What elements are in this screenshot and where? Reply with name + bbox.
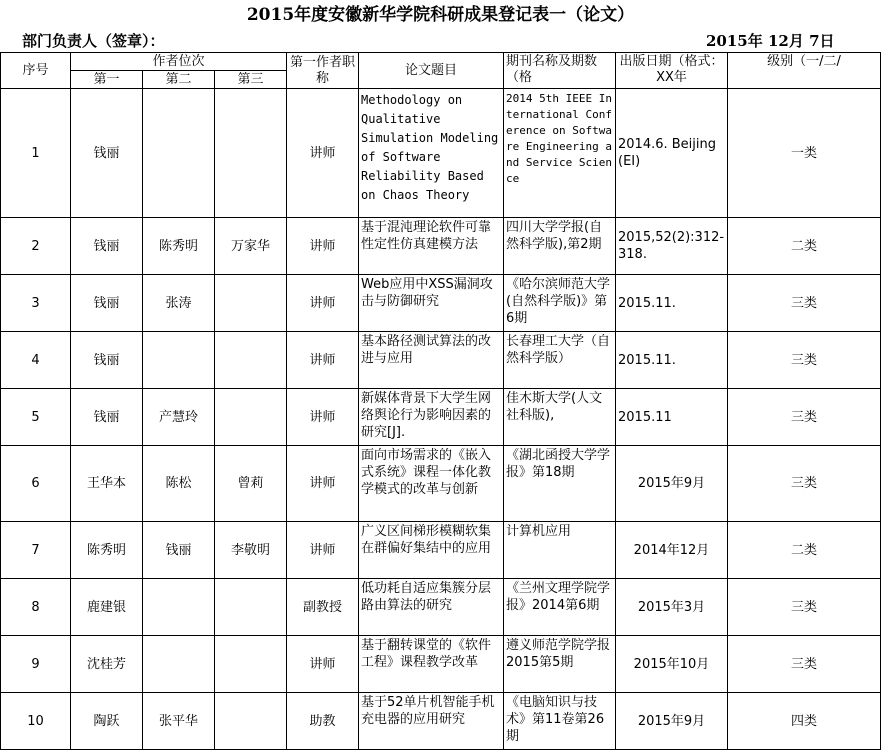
cell-paper-title[interactable] [359,89,504,218]
cell-level-text: 三类 [790,476,817,491]
cell-pub-date[interactable] [616,579,728,636]
cell-pub-date[interactable] [616,89,728,218]
cell-paper-title-text: 基于翻转课堂的《软件工程》课程教学改革 [361,638,492,670]
cell-level[interactable] [728,693,881,750]
cell-pub-date-text: 2015年10月 [633,656,710,672]
cell-journal-text: 遵义师范学院学报2015第5期 [506,638,611,670]
cell-journal[interactable] [504,332,616,389]
header-row-1 [1,53,881,71]
cell-seq[interactable] [1,579,71,636]
cell-paper-title[interactable] [359,332,504,389]
cell-author3-text [215,606,286,608]
cell-author1[interactable] [71,332,143,389]
cell-author3-text [215,663,286,665]
cell-paper-title[interactable] [359,522,504,579]
cell-journal[interactable] [504,389,616,446]
cell-author1-text: 钱丽 [93,352,120,368]
cell-author1[interactable] [71,636,143,693]
header-pub-date-text: 出版日期（格式：XX年 [619,54,724,85]
cell-seq[interactable] [1,446,71,522]
cell-pub-date-text: 2015年9月 [637,476,706,491]
cell-first-author-title-text: 讲师 [309,656,336,672]
cell-journal-text: 《湖北函授大学学报》第18期 [506,448,611,480]
cell-author1-text: 钱丽 [93,238,120,254]
cell-author2-text: 陈秀明 [158,238,198,254]
cell-author2-text: 陈松 [165,476,192,491]
header-paper-title[interactable]: 论文题目 [359,53,504,89]
cell-level[interactable] [728,389,881,446]
cell-author1[interactable] [71,522,143,579]
cell-author1-text: 钱丽 [93,409,120,425]
cell-journal-text: 2014 5th IEEE International Conference on Software Engineering and Service Science [506,92,612,185]
cell-seq[interactable] [1,89,71,218]
cell-first-author-title[interactable] [287,332,359,389]
cell-seq-text: 6 [31,476,40,491]
cell-paper-title[interactable] [359,579,504,636]
cell-seq-text: 3 [31,295,40,311]
header-author3[interactable]: 第三 [215,71,287,89]
cell-author1-text: 陶跃 [93,713,120,729]
cell-journal-text: 计算机应用 [506,524,572,539]
header-author1[interactable]: 第一 [71,71,143,89]
cell-journal[interactable] [504,636,616,693]
cell-pub-date-text: 2015,52(2):312-318. [618,230,725,262]
cell-paper-title[interactable] [359,636,504,693]
cell-author2[interactable] [143,636,215,693]
cell-seq-text: 10 [27,713,44,729]
table-row [1,579,881,636]
cell-seq[interactable] [1,522,71,579]
cell-author3[interactable] [215,522,287,579]
cell-seq[interactable] [1,636,71,693]
cell-level[interactable] [728,275,881,332]
cell-paper-title-text: 新媒体背景下大学生网络舆论行为影响因素的研究[J]. [361,391,492,440]
table-row [1,522,881,579]
cell-first-author-title[interactable] [287,89,359,218]
cell-first-author-title[interactable] [287,522,359,579]
cell-journal-text: 《电脑知识与技术》第11卷第26期 [506,695,605,744]
cell-journal-text: 长春理工大学（自然科学版） [506,334,611,366]
header-seq[interactable]: 序号 [1,53,71,89]
cell-level[interactable] [728,636,881,693]
cell-pub-date-text: 2014年12月 [633,542,710,558]
cell-author3[interactable] [215,89,287,218]
header-pub-date[interactable] [616,53,728,89]
cell-pub-date-text: 2014.6. Beijing(EI) [618,137,716,169]
cell-author2-text [143,152,214,154]
cell-author3-text: 李敬明 [230,542,270,558]
cell-first-author-title-text: 讲师 [309,542,336,558]
registration-date: 2015年 12月 7日 [706,32,835,50]
cell-author2-text: 张涛 [165,295,192,311]
cell-first-author-title-text: 讲师 [309,352,336,368]
table-row [1,693,881,750]
cell-author1[interactable] [71,693,143,750]
cell-first-author-title[interactable] [287,218,359,275]
cell-paper-title[interactable] [359,218,504,275]
cell-first-author-title-text: 讲师 [309,238,336,254]
cell-journal[interactable] [504,446,616,522]
cell-author1[interactable] [71,275,143,332]
cell-journal[interactable] [504,218,616,275]
cell-seq-text: 7 [31,542,40,558]
cell-level-text: 三类 [790,656,817,672]
cell-journal-text: 《兰州文理学院学报》2014第6期 [506,581,611,613]
cell-pub-date[interactable] [616,693,728,750]
cell-first-author-title[interactable] [287,275,359,332]
cell-level-text: 三类 [790,409,817,425]
cell-author3[interactable] [215,693,287,750]
cell-author1[interactable] [71,446,143,522]
cell-journal[interactable] [504,89,616,218]
cell-journal[interactable] [504,275,616,332]
cell-author2-text [143,663,214,665]
cell-author3-text [215,416,286,418]
cell-author2[interactable] [143,389,215,446]
cell-journal-text: 《哈尔滨师范大学(自然科学版)》第6期 [506,277,611,326]
cell-pub-date-text: 2015.11. [618,352,676,368]
cell-paper-title-text: 广义区间梯形模糊软集在群偏好集结中的应用 [361,524,492,556]
cell-paper-title-text: 基本路径测试算法的改进与应用 [361,334,492,366]
header-level-text: 级别（一/二/ [767,54,841,69]
table-row [1,389,881,446]
header-journal-text: 期刊名称及期数（格 [506,54,598,85]
cell-paper-title-text: 面向市场需求的《嵌入式系统》课程一体化教学模式的改革与创新 [361,448,492,497]
cell-level-text: 一类 [790,145,817,161]
cell-author3[interactable] [215,218,287,275]
cell-level-text: 二类 [790,238,817,254]
header-first-author-title[interactable] [287,53,359,89]
cell-level-text: 三类 [790,295,817,311]
cell-seq[interactable] [1,693,71,750]
cell-author1-text: 王华本 [86,476,126,491]
cell-first-author-title-text: 讲师 [309,476,336,491]
table-row [1,89,881,218]
cell-level[interactable] [728,332,881,389]
cell-journal-text: 佳木斯大学(人文社科版), [506,391,603,423]
cell-paper-title[interactable] [359,446,504,522]
cell-author2[interactable] [143,218,215,275]
cell-paper-title-text: Methodology on Qualitative Simulation Modeling of Software Reliability Based on Chaos Theory [361,93,499,202]
cell-pub-date[interactable] [616,332,728,389]
cell-author2[interactable] [143,89,215,218]
cell-first-author-title[interactable] [287,389,359,446]
cell-seq[interactable] [1,218,71,275]
cell-author2[interactable] [143,446,215,522]
cell-paper-title[interactable] [359,693,504,750]
cell-journal-text: 四川大学学报(自然科学版),第2期 [506,220,603,252]
cell-author2-text: 产慧玲 [158,409,198,425]
cell-level[interactable] [728,579,881,636]
cell-journal[interactable] [504,579,616,636]
cell-author2-text [143,359,214,361]
cell-pub-date[interactable] [616,522,728,579]
cell-author2[interactable] [143,693,215,750]
cell-paper-title-text: Web应用中XSS漏洞攻击与防御研究 [361,277,493,309]
cell-author1-text: 钱丽 [93,295,120,311]
cell-author3[interactable] [215,636,287,693]
cell-first-author-title[interactable] [287,579,359,636]
cell-author1-text: 鹿建银 [86,599,126,615]
cell-author3[interactable] [215,389,287,446]
cell-first-author-title-text: 讲师 [309,145,336,161]
table-body [1,89,881,750]
cell-pub-date-text: 2015.11 [618,409,672,425]
cell-pub-date-text: 2015.11. [618,295,676,311]
department-signature-label: 部门负责人（签章）： [22,32,165,50]
cell-paper-title-text: 基于混沌理论软件可靠性定性仿真建模方法 [361,220,492,252]
cell-author3[interactable] [215,275,287,332]
cell-author1[interactable] [71,579,143,636]
cell-first-author-title-text: 讲师 [309,295,336,311]
header-journal[interactable] [504,53,616,89]
cell-level-text: 三类 [790,599,817,615]
cell-seq-text: 4 [31,352,40,368]
cell-author2-text: 张平华 [158,713,198,729]
cell-author3-text [215,302,286,304]
cell-level[interactable] [728,446,881,522]
cell-paper-title-text: 低功耗自适应集簇分层路由算法的研究 [361,581,492,613]
cell-author2[interactable] [143,332,215,389]
cell-journal[interactable] [504,693,616,750]
cell-seq[interactable] [1,332,71,389]
cell-paper-title-text: 基于52单片机智能手机充电器的应用研究 [361,695,495,727]
cell-author1[interactable] [71,89,143,218]
sheet-title: 2015年度安徽新华学院科研成果登记表一（论文） [246,5,635,25]
header-level[interactable] [728,53,881,89]
cell-author3-text: 万家华 [230,238,270,254]
table-row [1,332,881,389]
cell-pub-date[interactable] [616,275,728,332]
cell-pub-date[interactable] [616,389,728,446]
cell-author1[interactable] [71,218,143,275]
cell-author2-text: 钱丽 [165,542,192,558]
cell-author1-text: 陈秀明 [86,542,126,558]
header-author-group[interactable]: 作者位次 [71,53,287,71]
cell-level[interactable] [728,218,881,275]
cell-journal[interactable] [504,522,616,579]
cell-first-author-title[interactable] [287,693,359,750]
cell-author2[interactable] [143,522,215,579]
cell-first-author-title-text: 副教授 [302,599,342,615]
table-row [1,636,881,693]
cell-author2[interactable] [143,275,215,332]
cell-author2[interactable] [143,579,215,636]
cell-first-author-title-text: 讲师 [309,409,336,425]
cell-pub-date-text: 2015年9月 [637,713,706,729]
cell-seq-text: 2 [31,238,40,254]
cell-seq[interactable] [1,389,71,446]
cell-author3[interactable] [215,579,287,636]
cell-author3[interactable] [215,332,287,389]
cell-seq-text: 1 [31,145,40,161]
table-row [1,218,881,275]
cell-seq-text: 8 [31,599,40,615]
cell-first-author-title[interactable] [287,636,359,693]
cell-seq-text: 9 [31,656,40,672]
cell-level-text: 三类 [790,352,817,368]
cell-first-author-title-text: 助教 [309,713,336,729]
cell-paper-title[interactable] [359,389,504,446]
cell-first-author-title[interactable] [287,446,359,522]
cell-paper-title[interactable] [359,275,504,332]
cell-author3[interactable] [215,446,287,522]
cell-author3-text [215,359,286,361]
cell-level[interactable] [728,522,881,579]
cell-author1-text: 沈桂芳 [86,656,126,672]
cell-author1[interactable] [71,389,143,446]
table-row [1,275,881,332]
cell-seq[interactable] [1,275,71,332]
cell-pub-date-text: 2015年3月 [637,599,706,615]
cell-pub-date[interactable] [616,446,728,522]
cell-level-text: 二类 [790,542,817,558]
header-first-author-title-text: 第一作者职称 [289,54,355,86]
paper-registration-table [0,52,881,750]
cell-author3-text [215,152,286,154]
cell-pub-date[interactable] [616,218,728,275]
cell-author3-text: 曾莉 [237,476,264,491]
cell-author1-text: 钱丽 [93,145,120,161]
cell-level[interactable] [728,89,881,218]
cell-seq-text: 5 [31,409,40,425]
cell-author3-text [215,720,286,722]
cell-level-text: 四类 [790,713,817,729]
cell-author2-text [143,606,214,608]
table-row [1,446,881,522]
header-author2[interactable]: 第二 [143,71,215,89]
cell-pub-date[interactable] [616,636,728,693]
